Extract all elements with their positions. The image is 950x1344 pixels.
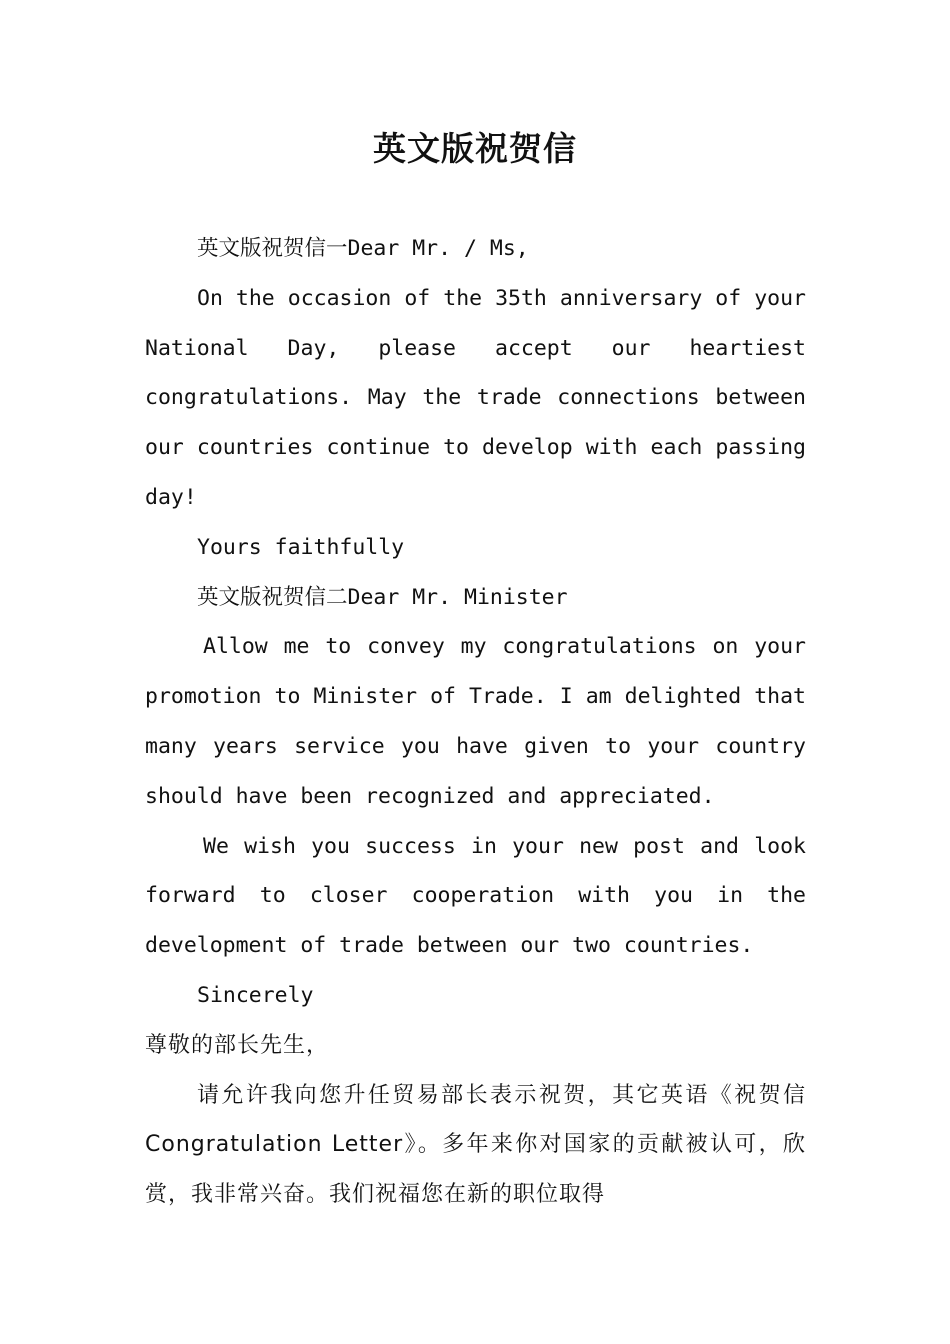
letter-two-body: Allow me to convey my congratulations on your promotion to Minister of Trade. I am delighted that many years service you have given to your country should have been recognized and appreciated.: [145, 634, 806, 809]
document-body: [145, 224, 806, 1220]
document-title: 英文版祝贺信: [373, 129, 577, 168]
chinese-body: 请允许我向您升任贸易部长表示祝贺，其它英语《祝贺信 Congratulation Letter》。多年来你对国家的贡献被认可，欣赏，我非常兴奋。我们祝福您在新的职位取得: [145, 1082, 806, 1208]
letter-one-body: On the occasion of the 35th anniversary of your National Day, please accept our heartiest congratulations. May the trade connections between our countries continue to develop with each passing day!: [145, 285, 806, 510]
chinese-salutation: 尊敬的部长先生，: [145, 1032, 330, 1058]
letter-one-heading: 英文版祝贺信一Dear Mr. / Ms,: [197, 236, 529, 261]
letter-two-heading: 英文版祝贺信二Dear Mr. Minister: [197, 584, 568, 610]
letter-two-body-continued: We wish you success in your new post and look forward to closer cooperation with you in the development of trade between our two countries.: [145, 833, 806, 959]
letter-two-closing: Sincerely: [197, 982, 314, 1008]
letter-one-closing: Yours faithfully: [197, 534, 405, 560]
